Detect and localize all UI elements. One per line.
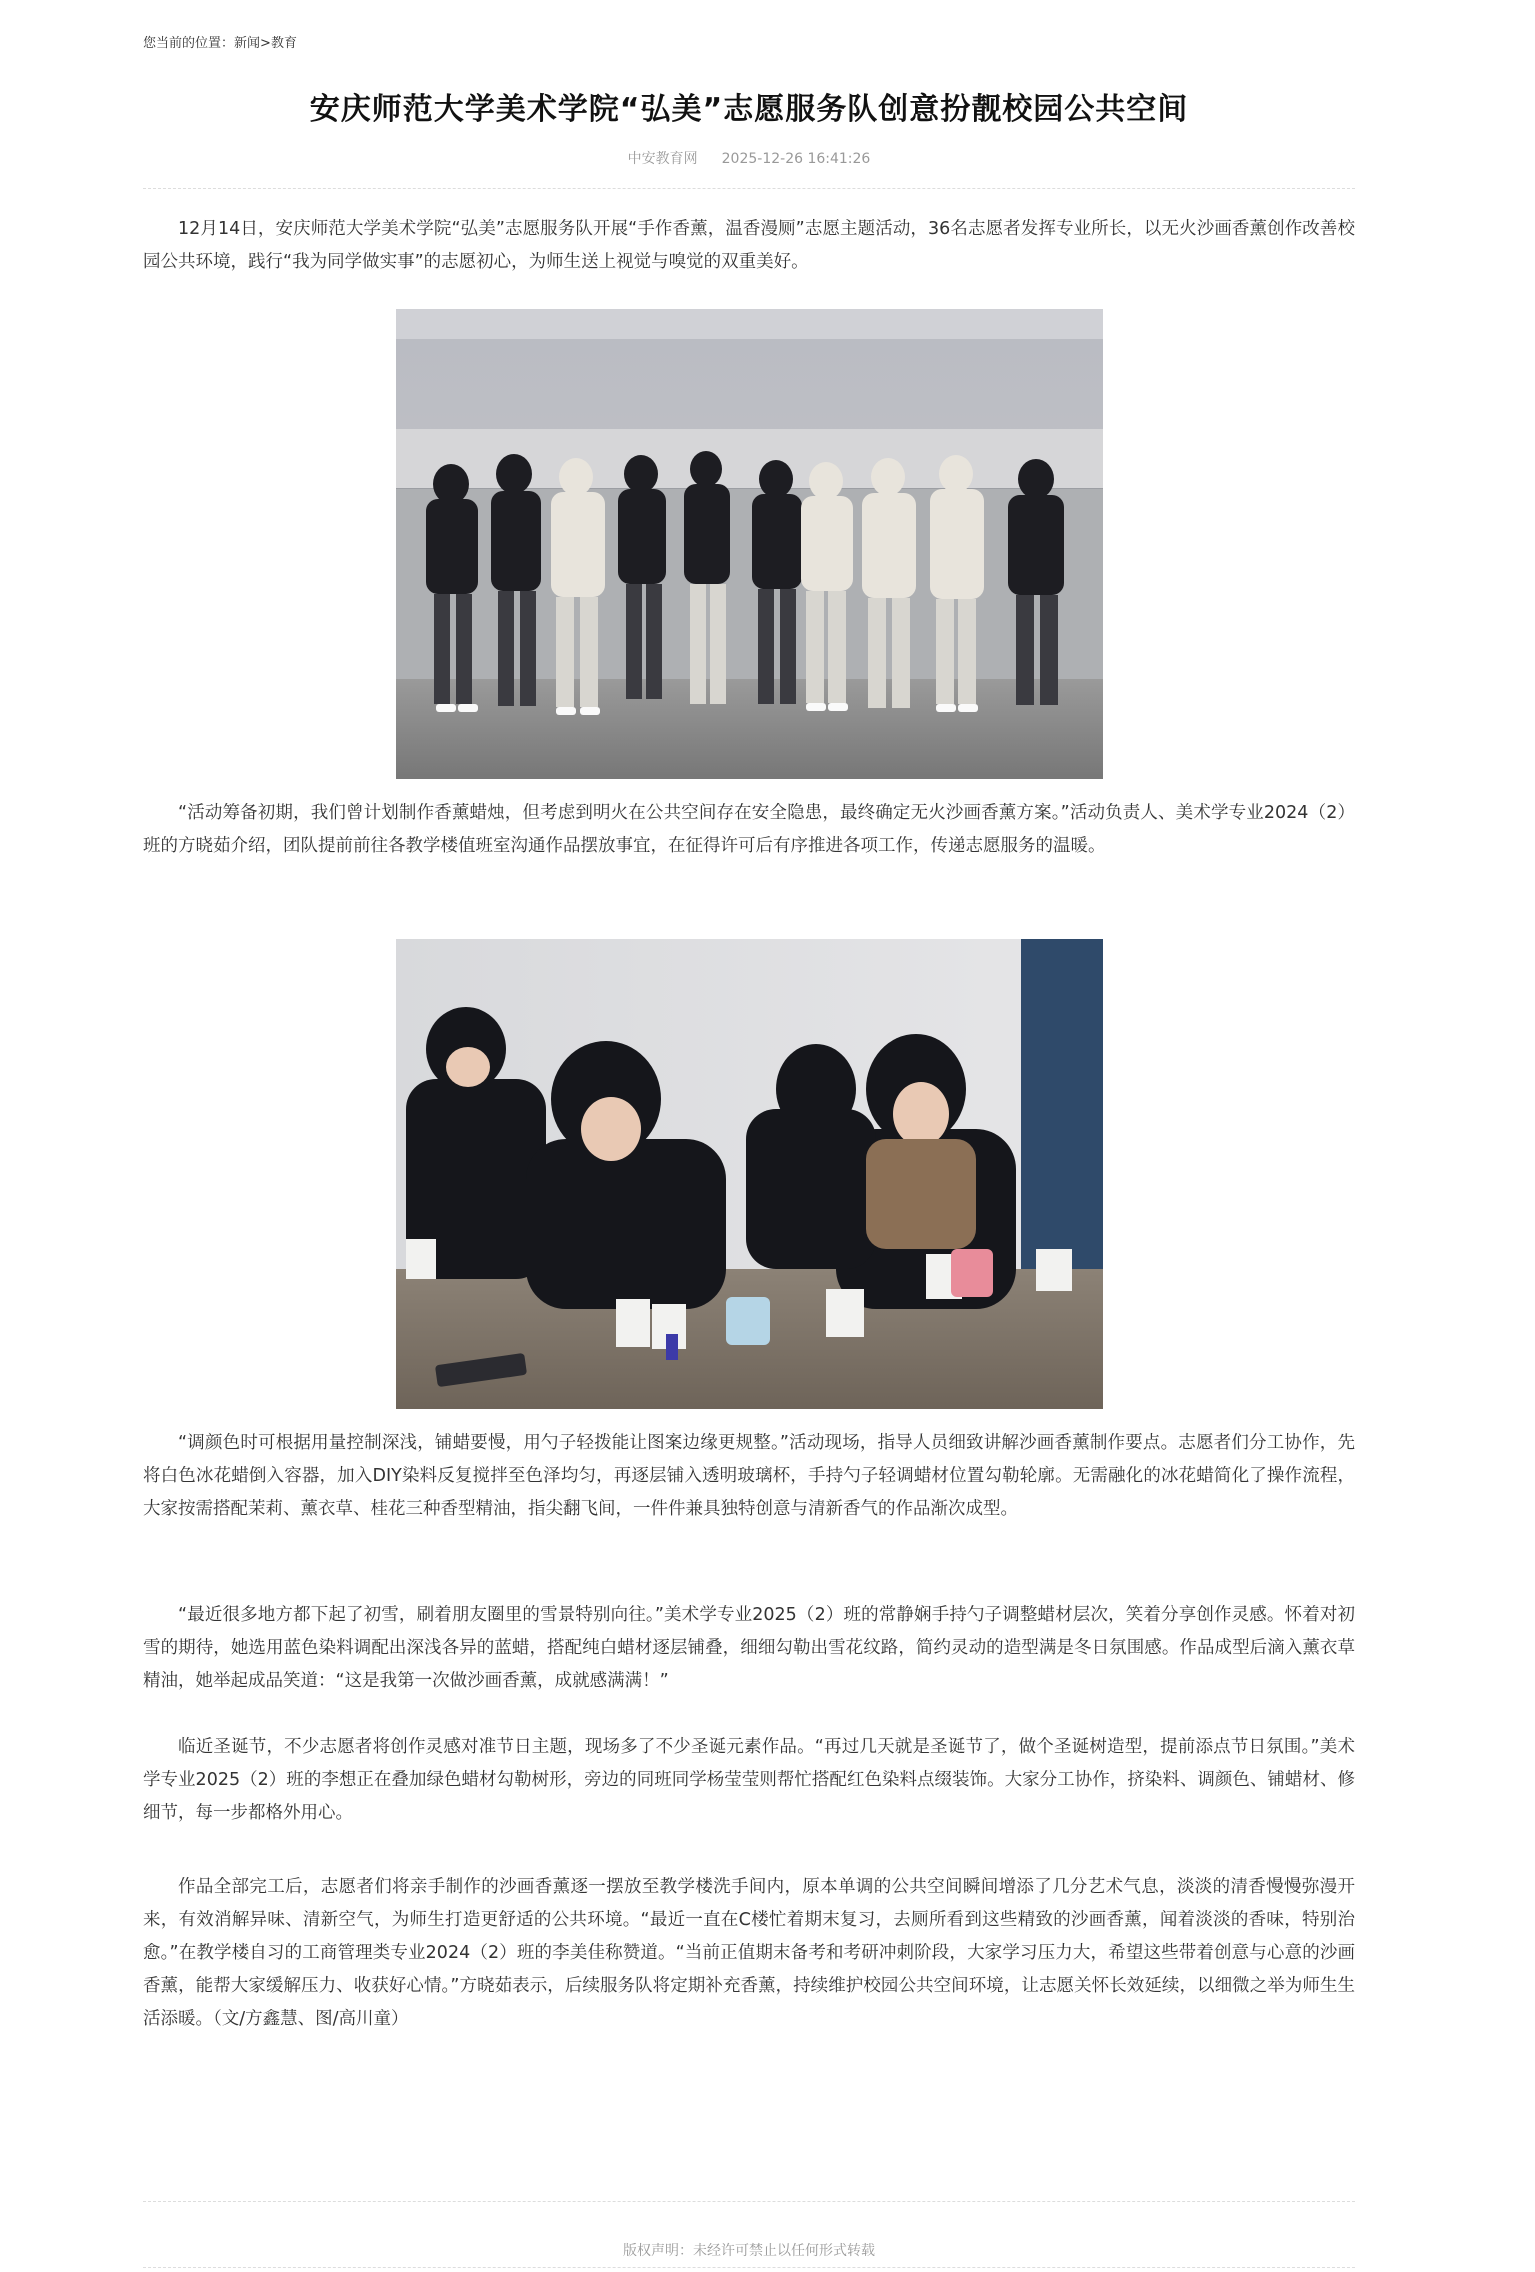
article-paragraph: 12月14日，安庆师范大学美术学院“弘美”志愿服务队开展“手作香薰，温香漫厕”志愿主题活动，36名志愿者发挥专业所长，以无火沙画香薰创作改善校园公共环境，践行“我为同学做实事”的志愿初心，为师生送上视觉与嗅觉的双重美好。 (143, 219, 1355, 272)
article-paragraph: “活动筹备初期，我们曾计划制作香薰蜡烛，但考虑到明火在公共空间存在安全隐患，最终确定无火沙画香薰方案。”活动负责人、美术学专业2024（2）班的方晓茹介绍，团队提前前往各教学楼值班室沟通作品摆放事宜，在征得许可后有序推进各项工作，传递志愿服务的温暖。 (143, 803, 1355, 856)
copyright-notice: 版权声明：未经许可禁止以任何形式转载 (623, 2243, 875, 2259)
workshop-photo (396, 939, 1103, 1409)
article-meta (143, 148, 1355, 168)
article-datetime: 2025-12-26 16:41:26 (721, 151, 871, 167)
footer-divider-bottom (143, 2267, 1355, 2268)
breadcrumb-link-education[interactable]: 教育 (270, 36, 297, 51)
article-paragraph: 作品全部完工后，志愿者们将亲手制作的沙画香薰逐一摆放至教学楼洗手间内，原本单调的公共空间瞬间增添了几分艺术气息，淡淡的清香慢慢弥漫开来，有效消解异味、清新空气，为师生打造更舒适的公共环境。“最近一直在C楼忙着期末复习，去厕所看到这些精致的沙画香薰，闻着淡淡的香味，特别治愈。”在教学楼自习的工商管理类专业2024（2）班的李美佳称赞道。“当前正值期末备考和考研冲刺阶段，大家学习压力大，希望这些带着创意与心意的沙画香薰，能帮大家缓解压力、收获好心情。”方晓茹表示，后续服务队将定期补充香薰，持续维护校园公共空间环境，让志愿关怀长效延续，以细微之举为师生生活添暖。（文/方鑫慧、图/高川童） (143, 1877, 1355, 2029)
article-source: 中安教育网 (627, 151, 698, 167)
article-title: 安庆师范大学美术学院“弘美”志愿服务队创意扮靓校园公共空间 (309, 92, 1189, 127)
breadcrumb-link-news[interactable]: 新闻 (234, 36, 261, 51)
footer-divider-top (143, 2201, 1355, 2202)
breadcrumb-prefix: 您当前的位置： (143, 36, 235, 51)
group-photo (396, 309, 1103, 779)
article-paragraph: “最近很多地方都下起了初雪，刷着朋友圈里的雪景特别向往。”美术学专业2025（2）班的常静娴手持勺子调整蜡材层次，笑着分享创作灵感。怀着对初雪的期待，她选用蓝色染料调配出深浅各异的蓝蜡，搭配纯白蜡材逐层铺叠，细细勾勒出雪花纹路，简约灵动的造型满是冬日氛围感。作品成型后滴入薰衣草精油，她举起成品笑道：“这是我第一次做沙画香薰，成就感满满！” (143, 1605, 1355, 1691)
breadcrumb-separator: > (260, 36, 271, 51)
breadcrumb (143, 32, 297, 51)
header-divider (143, 188, 1355, 189)
article-paragraph: “调颜色时可根据用量控制深浅，铺蜡要慢，用勺子轻拨能让图案边缘更规整。”活动现场，指导人员细致讲解沙画香薰制作要点。志愿者们分工协作，先将白色冰花蜡倒入容器，加入DIY染料反复搅拌至色泽均匀，再逐层铺入透明玻璃杯，手持勺子轻调蜡材位置勾勒轮廓。无需融化的冰花蜡简化了操作流程，大家按需搭配茉莉、薰衣草、桂花三种香型精油，指尖翻飞间，一件件兼具独特创意与清新香气的作品渐次成型。 (143, 1433, 1355, 1519)
article-paragraph: 临近圣诞节，不少志愿者将创作灵感对准节日主题，现场多了不少圣诞元素作品。“再过几天就是圣诞节了，做个圣诞树造型，提前添点节日氛围。”美术学专业2025（2）班的李想正在叠加绿色蜡材勾勒树形，旁边的同班同学杨莹莹则帮忙搭配红色染料点缀装饰。大家分工协作，挤染料、调颜色、铺蜡材、修细节，每一步都格外用心。 (143, 1737, 1355, 1823)
